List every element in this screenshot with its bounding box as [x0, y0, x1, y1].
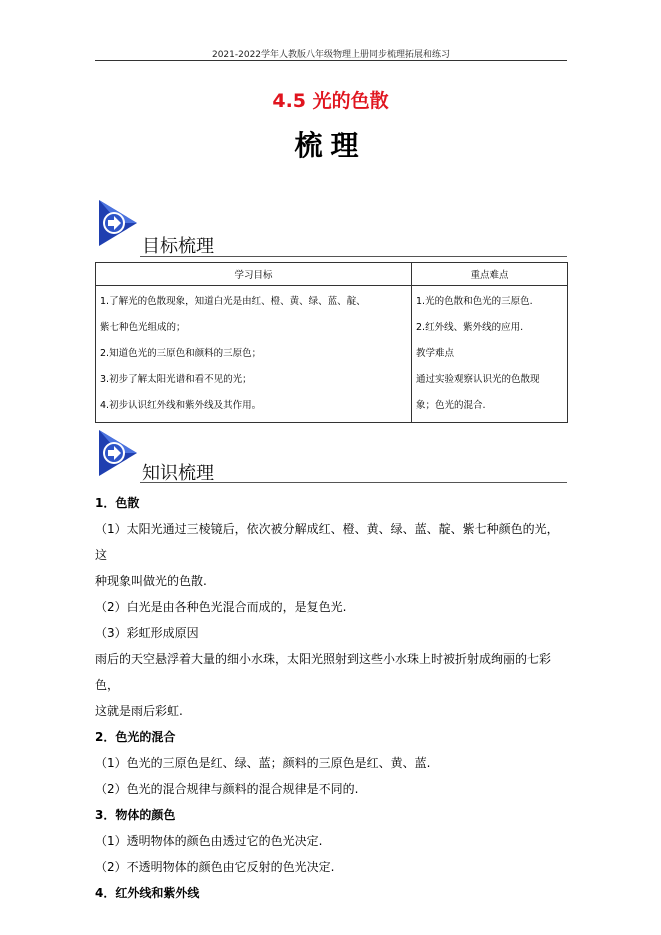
key-point-line: 通过实验观察认识光的色散现: [416, 374, 540, 385]
key-point-line: 象；色光的混合.: [416, 400, 486, 411]
key-point-line: 2.红外线、紫外线的应用.: [416, 322, 524, 333]
section-divider: [140, 482, 567, 483]
section-divider: [140, 256, 567, 257]
heading-dispersion: 1．色散: [95, 496, 140, 510]
header-divider: [95, 60, 567, 61]
paragraph: （1）太阳光通过三棱镜后，依次被分解成红、橙、黄、绿、蓝、靛、紫七种颜色的光，这: [95, 522, 559, 562]
goal-line: 紫七种色光组成的；: [100, 322, 186, 333]
heading-color-mixing: 2．色光的混合: [95, 730, 176, 744]
goal-line: 4.初步认识红外线和紫外线及其作用。: [100, 400, 262, 411]
table-cell-goals: [96, 286, 412, 423]
paragraph: （2）不透明物体的颜色由它反射的色光决定.: [95, 860, 335, 874]
lesson-title: 4.5 光的色散: [272, 90, 389, 112]
section-title-goals: 目标梳理: [142, 236, 214, 257]
key-point-line: 教学难点: [416, 348, 455, 359]
paragraph: （1）色光的三原色是红、绿、蓝；颜料的三原色是红、黄、蓝.: [95, 756, 431, 770]
heading-infrared-ultraviolet: 4．红外线和紫外线: [95, 886, 200, 900]
goal-line: 3.初步了解太阳光谱和看不见的光；: [100, 374, 252, 385]
goals-table: [95, 262, 568, 423]
goal-line: 1.了解光的色散现象，知道白光是由红、橙、黄、绿、蓝、靛、: [100, 296, 366, 307]
section-arrow-icon: [97, 428, 139, 478]
table-header-goals: 学习目标: [96, 263, 412, 286]
goal-line: 2.知道色光的三原色和颜料的三原色；: [100, 348, 262, 359]
paragraph: （2）白光是由各种色光混合而成的，是复色光.: [95, 600, 347, 614]
page-header: 2021-2022学年人教版八年级物理上册同步梳理拓展和练习: [211, 50, 451, 60]
heading-object-color: 3．物体的颜色: [95, 808, 176, 822]
paragraph: （2）色光的混合规律与颜料的混合规律是不同的.: [95, 782, 359, 796]
paragraph: 雨后的天空悬浮着大量的细小水珠，太阳光照射到这些小水珠上时被折射成绚丽的七彩色，: [95, 652, 552, 692]
paragraph: （1）透明物体的颜色由透过它的色光决定.: [95, 834, 323, 848]
key-point-line: 1.光的色散和色光的三原色.: [416, 296, 533, 307]
table-header-key-points: 重点难点: [412, 263, 568, 286]
lesson-subtitle: 梳理: [294, 129, 367, 162]
paragraph: 这就是雨后彩虹.: [95, 704, 183, 718]
table-cell-key-points: [412, 286, 568, 423]
section-title-knowledge: 知识梳理: [142, 463, 214, 484]
paragraph: 种现象叫做光的色散.: [95, 574, 207, 588]
paragraph: （3）彩虹形成原因: [95, 626, 199, 640]
knowledge-body: [95, 490, 567, 906]
section-arrow-icon: [97, 198, 139, 248]
